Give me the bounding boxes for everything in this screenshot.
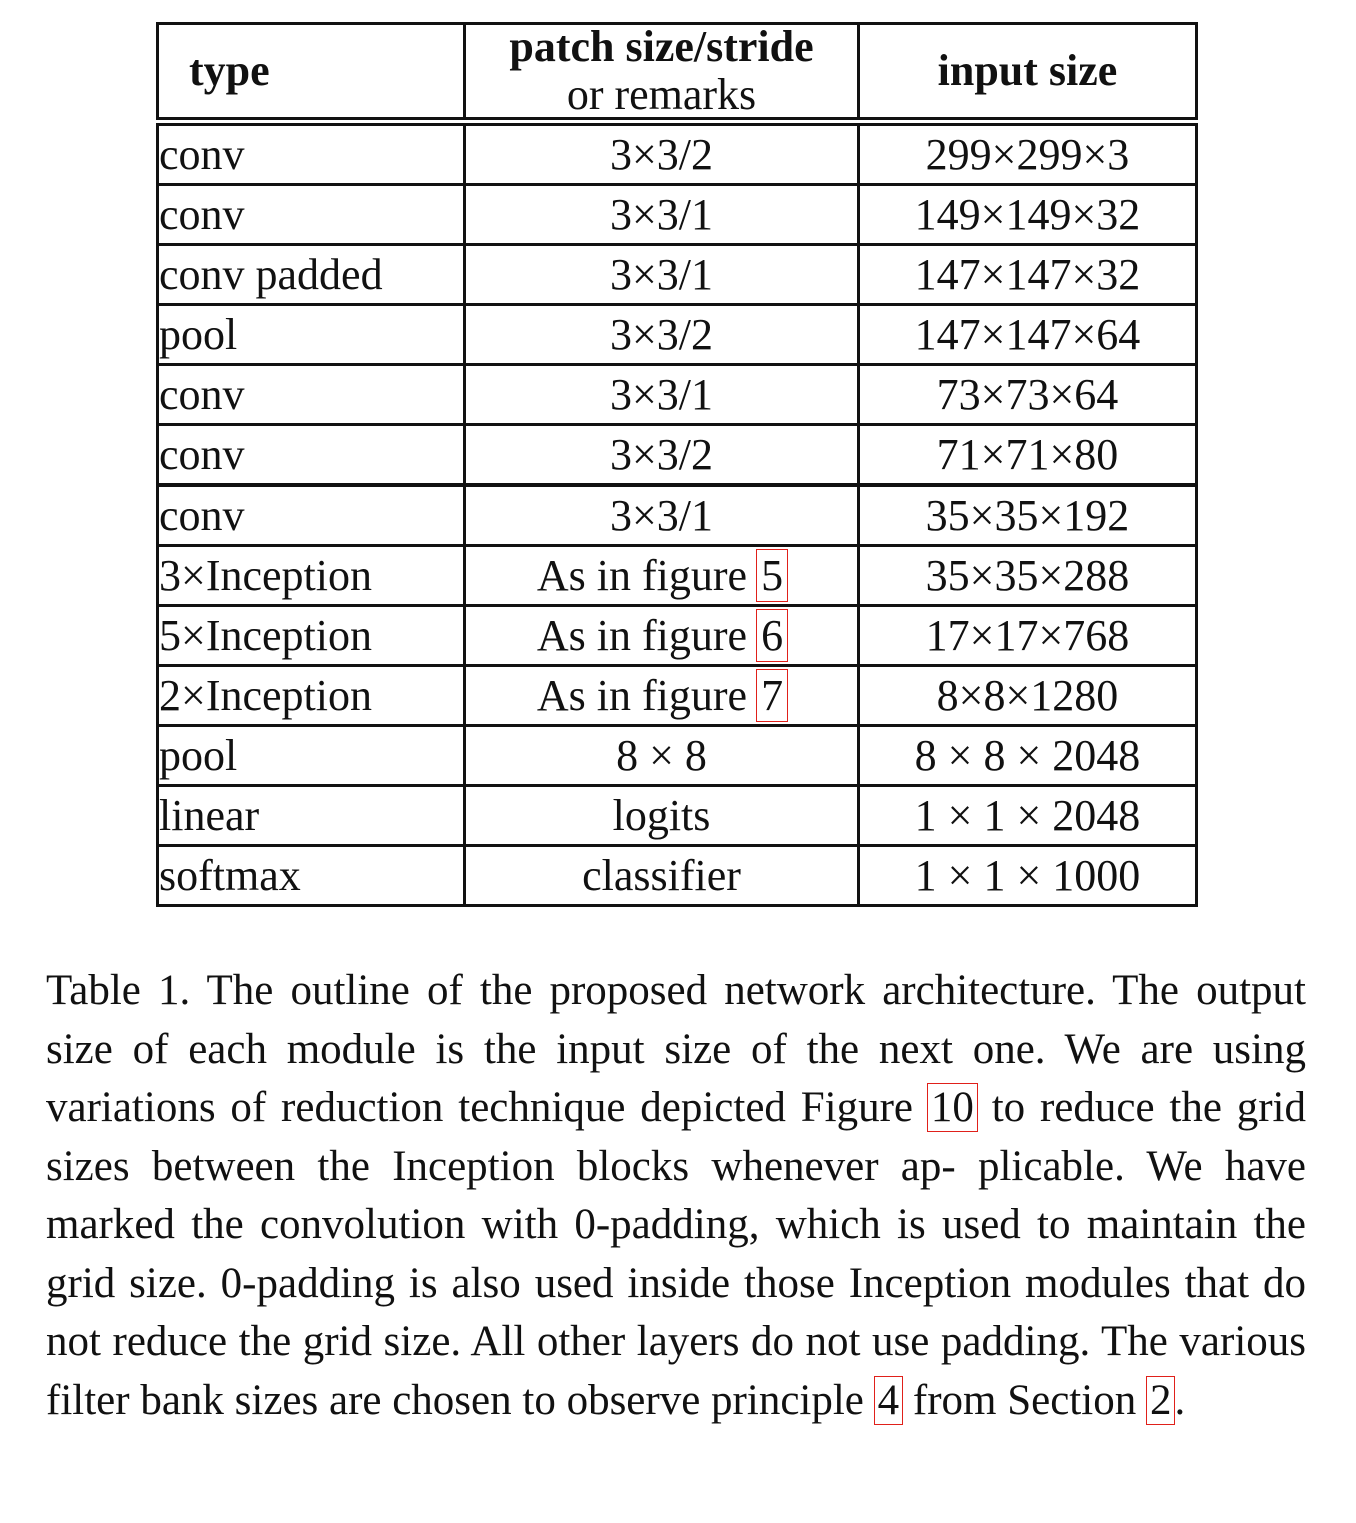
cell-type: conv xyxy=(158,425,465,486)
caption-part-3: from Section xyxy=(912,1376,1137,1424)
cell-input: 17×17×768 xyxy=(859,606,1197,666)
cell-input: 73×73×64 xyxy=(859,365,1197,425)
cell-input: 71×71×80 xyxy=(859,425,1197,486)
table-row xyxy=(158,365,1197,425)
table-header-row xyxy=(158,24,1197,122)
header-patch-line1: patch size/stride xyxy=(509,23,814,71)
cell-patch: 3×3/2 xyxy=(465,425,859,486)
cell-patch: classifier xyxy=(465,846,859,906)
cell-input: 1 × 1 × 2048 xyxy=(859,786,1197,846)
table-row xyxy=(158,786,1197,846)
cell-input: 147×147×64 xyxy=(859,305,1197,365)
cell-patch: 3×3/1 xyxy=(465,185,859,245)
cell-type: conv xyxy=(158,122,465,185)
cell-patch: logits xyxy=(465,786,859,846)
cell-patch-text: As in figure xyxy=(536,550,748,600)
cell-patch: 3×3/1 xyxy=(465,485,859,546)
caption-part-2: to reduce the grid sizes between the Inception blocks whenever ap- plicable. We have marked the convolution with 0-padding, which is used to maintain the grid size. 0-padding is also used inside those Inception modules that do not reduce the grid size. All other layers do not use padding. The various filter bank sizes are chosen to observe principle xyxy=(46,1084,1307,1424)
cell-patch: 3×3/2 xyxy=(465,122,859,185)
table-row xyxy=(158,546,1197,606)
header-input: input size xyxy=(859,24,1197,122)
caption-part-1: Table 1. The outline of the proposed network architecture. The output size of each module is the input size of the next one. We are using variations of reduction technique depicted Figure xyxy=(46,967,1306,1131)
cell-patch xyxy=(465,546,859,606)
cell-patch xyxy=(465,666,859,726)
cell-type: linear xyxy=(158,786,465,846)
cell-patch: 3×3/1 xyxy=(465,365,859,425)
table-row xyxy=(158,726,1197,786)
table-row xyxy=(158,305,1197,365)
table-row xyxy=(158,122,1197,185)
cell-input: 35×35×288 xyxy=(859,546,1197,606)
cell-input: 8×8×1280 xyxy=(859,666,1197,726)
cell-patch-text: As in figure xyxy=(536,610,748,660)
cell-patch: 3×3/1 xyxy=(465,245,859,305)
cell-type: 3×Inception xyxy=(158,546,465,606)
cell-input: 147×147×32 xyxy=(859,245,1197,305)
cell-input: 35×35×192 xyxy=(859,485,1197,546)
cell-patch: 8 × 8 xyxy=(465,726,859,786)
cell-input: 149×149×32 xyxy=(859,185,1197,245)
cell-type: conv xyxy=(158,485,465,546)
cell-patch-text: As in figure xyxy=(536,670,748,720)
architecture-table xyxy=(156,22,1198,907)
figure-5-link[interactable]: 5 xyxy=(758,551,786,600)
section-2-link[interactable]: 2 xyxy=(1147,1377,1175,1424)
table-caption xyxy=(46,962,1306,1430)
caption-part-4: . xyxy=(1174,1376,1186,1424)
cell-type: 2×Inception xyxy=(158,666,465,726)
cell-patch: 3×3/2 xyxy=(465,305,859,365)
cell-type: conv xyxy=(158,185,465,245)
table-row xyxy=(158,606,1197,666)
cell-type: conv xyxy=(158,365,465,425)
cell-input: 1 × 1 × 1000 xyxy=(859,846,1197,906)
figure-7-link[interactable]: 7 xyxy=(758,671,786,720)
cell-type: pool xyxy=(158,305,465,365)
table-row xyxy=(158,425,1197,486)
table-row xyxy=(158,846,1197,906)
header-patch xyxy=(465,24,859,122)
table-row xyxy=(158,485,1197,546)
cell-type: 5×Inception xyxy=(158,606,465,666)
cell-input: 8 × 8 × 2048 xyxy=(859,726,1197,786)
table-row xyxy=(158,245,1197,305)
cell-type: softmax xyxy=(158,846,465,906)
cell-type: pool xyxy=(158,726,465,786)
principle-4-link[interactable]: 4 xyxy=(875,1377,903,1424)
header-type: type xyxy=(158,24,465,122)
cell-input: 299×299×3 xyxy=(859,122,1197,185)
cell-patch xyxy=(465,606,859,666)
cell-type: conv padded xyxy=(158,245,465,305)
header-patch-line2: or remarks xyxy=(566,70,757,119)
table-row xyxy=(158,666,1197,726)
figure-6-link[interactable]: 6 xyxy=(758,611,786,660)
figure-10-link[interactable]: 10 xyxy=(928,1084,977,1131)
table-row xyxy=(158,185,1197,245)
